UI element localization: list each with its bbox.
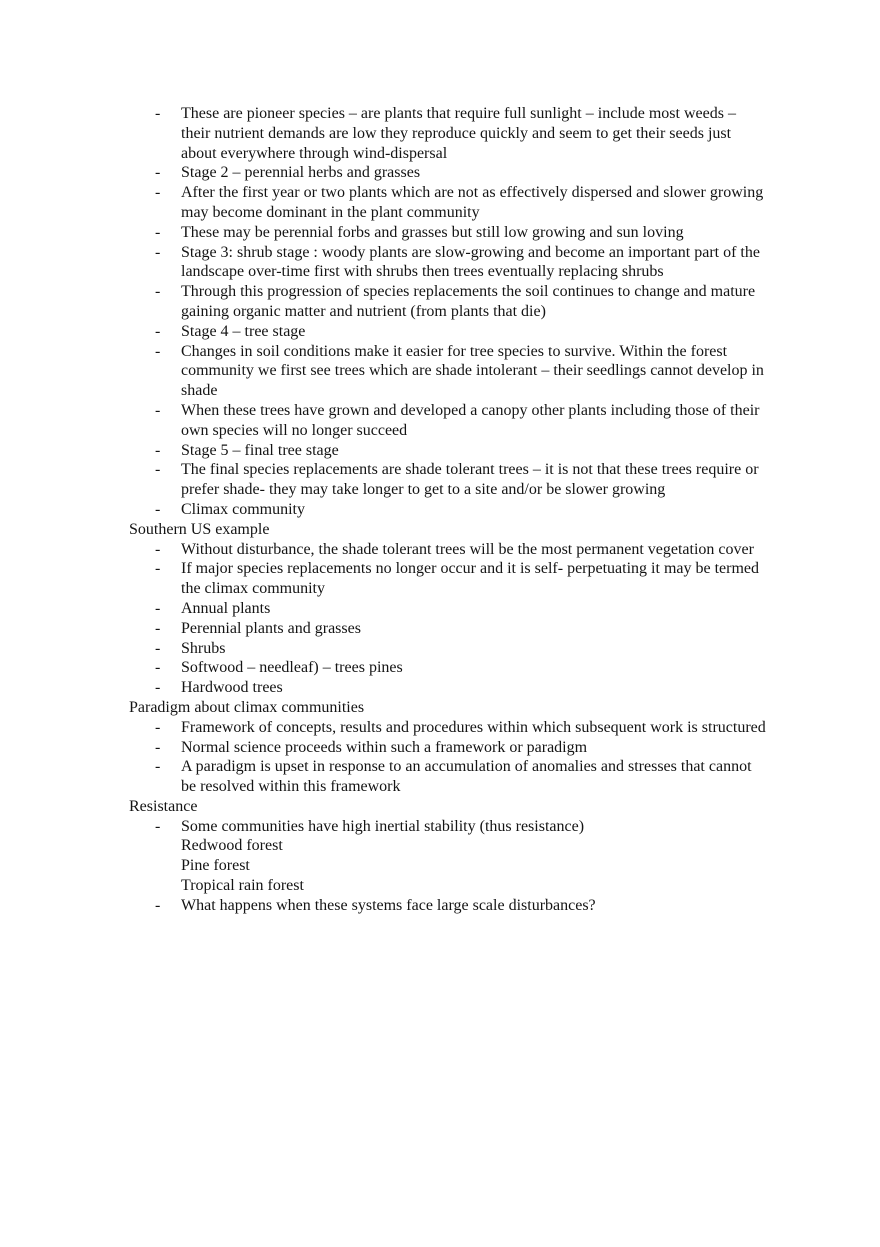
- list-item-text: Stage 5 – final tree stage: [181, 441, 339, 459]
- list-item: [129, 678, 769, 698]
- section-heading: Paradigm about climax communities: [129, 698, 365, 716]
- bullet-dash: -: [155, 817, 161, 835]
- sub-list-item: Redwood forest: [181, 837, 283, 855]
- list-item: [129, 559, 769, 599]
- list-item: [129, 817, 769, 837]
- list-item-text: Perennial plants and grasses: [181, 619, 361, 637]
- list-item-text: Annual plants: [181, 599, 271, 617]
- list-item-text: Stage 2 – perennial herbs and grasses: [181, 164, 421, 182]
- sub-list-item: Pine forest: [181, 857, 250, 875]
- section-southern-us-example: [129, 520, 769, 698]
- bullet-dash: -: [155, 560, 161, 578]
- list-item: [129, 342, 769, 401]
- bullet-dash: -: [155, 283, 161, 301]
- section-succession-stages: [129, 104, 769, 520]
- section-heading: Southern US example: [129, 520, 270, 538]
- bullet-dash: -: [155, 461, 161, 479]
- bullet-dash: -: [155, 184, 161, 202]
- bullet-dash: -: [155, 500, 161, 518]
- list-item-text: Normal science proceeds within such a framework or paradigm: [181, 738, 588, 756]
- bullet-dash: -: [155, 540, 161, 558]
- list-item: [129, 500, 769, 520]
- list-item: [129, 540, 769, 560]
- bullet-dash: -: [155, 718, 161, 736]
- list-item-text: Changes in soil conditions make it easier for tree species to survive. Within the forest community we first see trees which are shade intolerant – their seedlings cannot develop in shade: [181, 342, 764, 400]
- list-item-text: Without disturbance, the shade tolerant trees will be the most permanent vegetation cover: [181, 540, 754, 558]
- bullet-dash: -: [155, 896, 161, 914]
- list-item: [129, 441, 769, 461]
- sub-list-item: Tropical rain forest: [181, 877, 304, 895]
- list-item-text: Climax community: [181, 500, 305, 518]
- list-item: [129, 738, 769, 758]
- list-item: [129, 163, 769, 183]
- list-item: [129, 223, 769, 243]
- list-item-text: When these trees have grown and developed a canopy other plants including those of their own species will no longer succeed: [181, 401, 760, 439]
- bullet-dash: -: [155, 322, 161, 340]
- bullet-dash: -: [155, 659, 161, 677]
- list-item-text: If major species replacements no longer occur and it is self- perpetuating it may be termed the climax community: [181, 560, 760, 598]
- list-item: [129, 639, 769, 659]
- list-item-text: What happens when these systems face large scale disturbances?: [181, 896, 596, 914]
- list-item: [129, 619, 769, 639]
- bullet-dash: -: [155, 105, 161, 122]
- list-item: [129, 599, 769, 619]
- list-item: [129, 322, 769, 342]
- list-item: [129, 460, 769, 500]
- list-item: [129, 658, 769, 678]
- list-item-text: Softwood – needleaf) – trees pines: [181, 659, 403, 677]
- bullet-dash: -: [155, 164, 161, 182]
- list-item: [129, 718, 769, 738]
- document-content: [129, 104, 769, 916]
- bullet-dash: -: [155, 758, 161, 776]
- list-item-text: Stage 3: shrub stage : woody plants are slow-growing and become an important part of the landscape over-time first with shrubs then trees eventually replacing shrubs: [181, 243, 760, 281]
- list-item-text: These may be perennial forbs and grasses but still low growing and sun loving: [181, 223, 684, 241]
- list-item: [129, 757, 769, 797]
- section-paradigm: [129, 698, 769, 797]
- list-item: [129, 282, 769, 322]
- list-item-text: After the first year or two plants which are not as effectively dispersed and slower growing may become dominant in the plant community: [181, 184, 764, 221]
- list-item-text: Some communities have high inertial stability (thus resistance): [181, 817, 585, 835]
- bullet-dash: -: [155, 223, 161, 241]
- list-item-text: Through this progression of species replacements the soil continues to change and mature gaining organic matter and nutrient (from plants that die): [181, 283, 756, 320]
- bullet-dash: -: [155, 342, 161, 360]
- list-item-text: Stage 4 – tree stage: [181, 322, 306, 340]
- list-item: [129, 183, 769, 223]
- bullet-dash: -: [155, 639, 161, 657]
- list-item-text: Framework of concepts, results and procedures within which subsequent work is structured: [181, 718, 766, 736]
- list-item: [129, 401, 769, 441]
- list-item: [129, 896, 769, 916]
- list-item-text: The final species replacements are shade tolerant trees – it is not that these trees require or prefer shade- they may take longer to get to a site and/or be slower growing: [181, 461, 759, 499]
- bullet-dash: -: [155, 441, 161, 459]
- section-heading: Resistance: [129, 797, 198, 815]
- bullet-dash: -: [155, 619, 161, 637]
- section-resistance: [129, 797, 769, 916]
- bullet-dash: -: [155, 401, 161, 419]
- bullet-dash: -: [155, 243, 161, 261]
- list-item: [129, 243, 769, 283]
- bullet-dash: -: [155, 738, 161, 756]
- list-item-text: Shrubs: [181, 639, 226, 657]
- bullet-dash: -: [155, 599, 161, 617]
- list-item-text: Hardwood trees: [181, 679, 283, 697]
- list-item: [129, 104, 769, 163]
- bullet-dash: -: [155, 679, 161, 697]
- list-item-text: A paradigm is upset in response to an accumulation of anomalies and stresses that cannot be resolved within this framework: [181, 758, 752, 796]
- list-item-text: These are pioneer species – are plants that require full sunlight – include most weeds – their nutrient demands are low they reproduce quickly and seem to get their seeds just about everywhere through wind-dispersal: [181, 105, 736, 162]
